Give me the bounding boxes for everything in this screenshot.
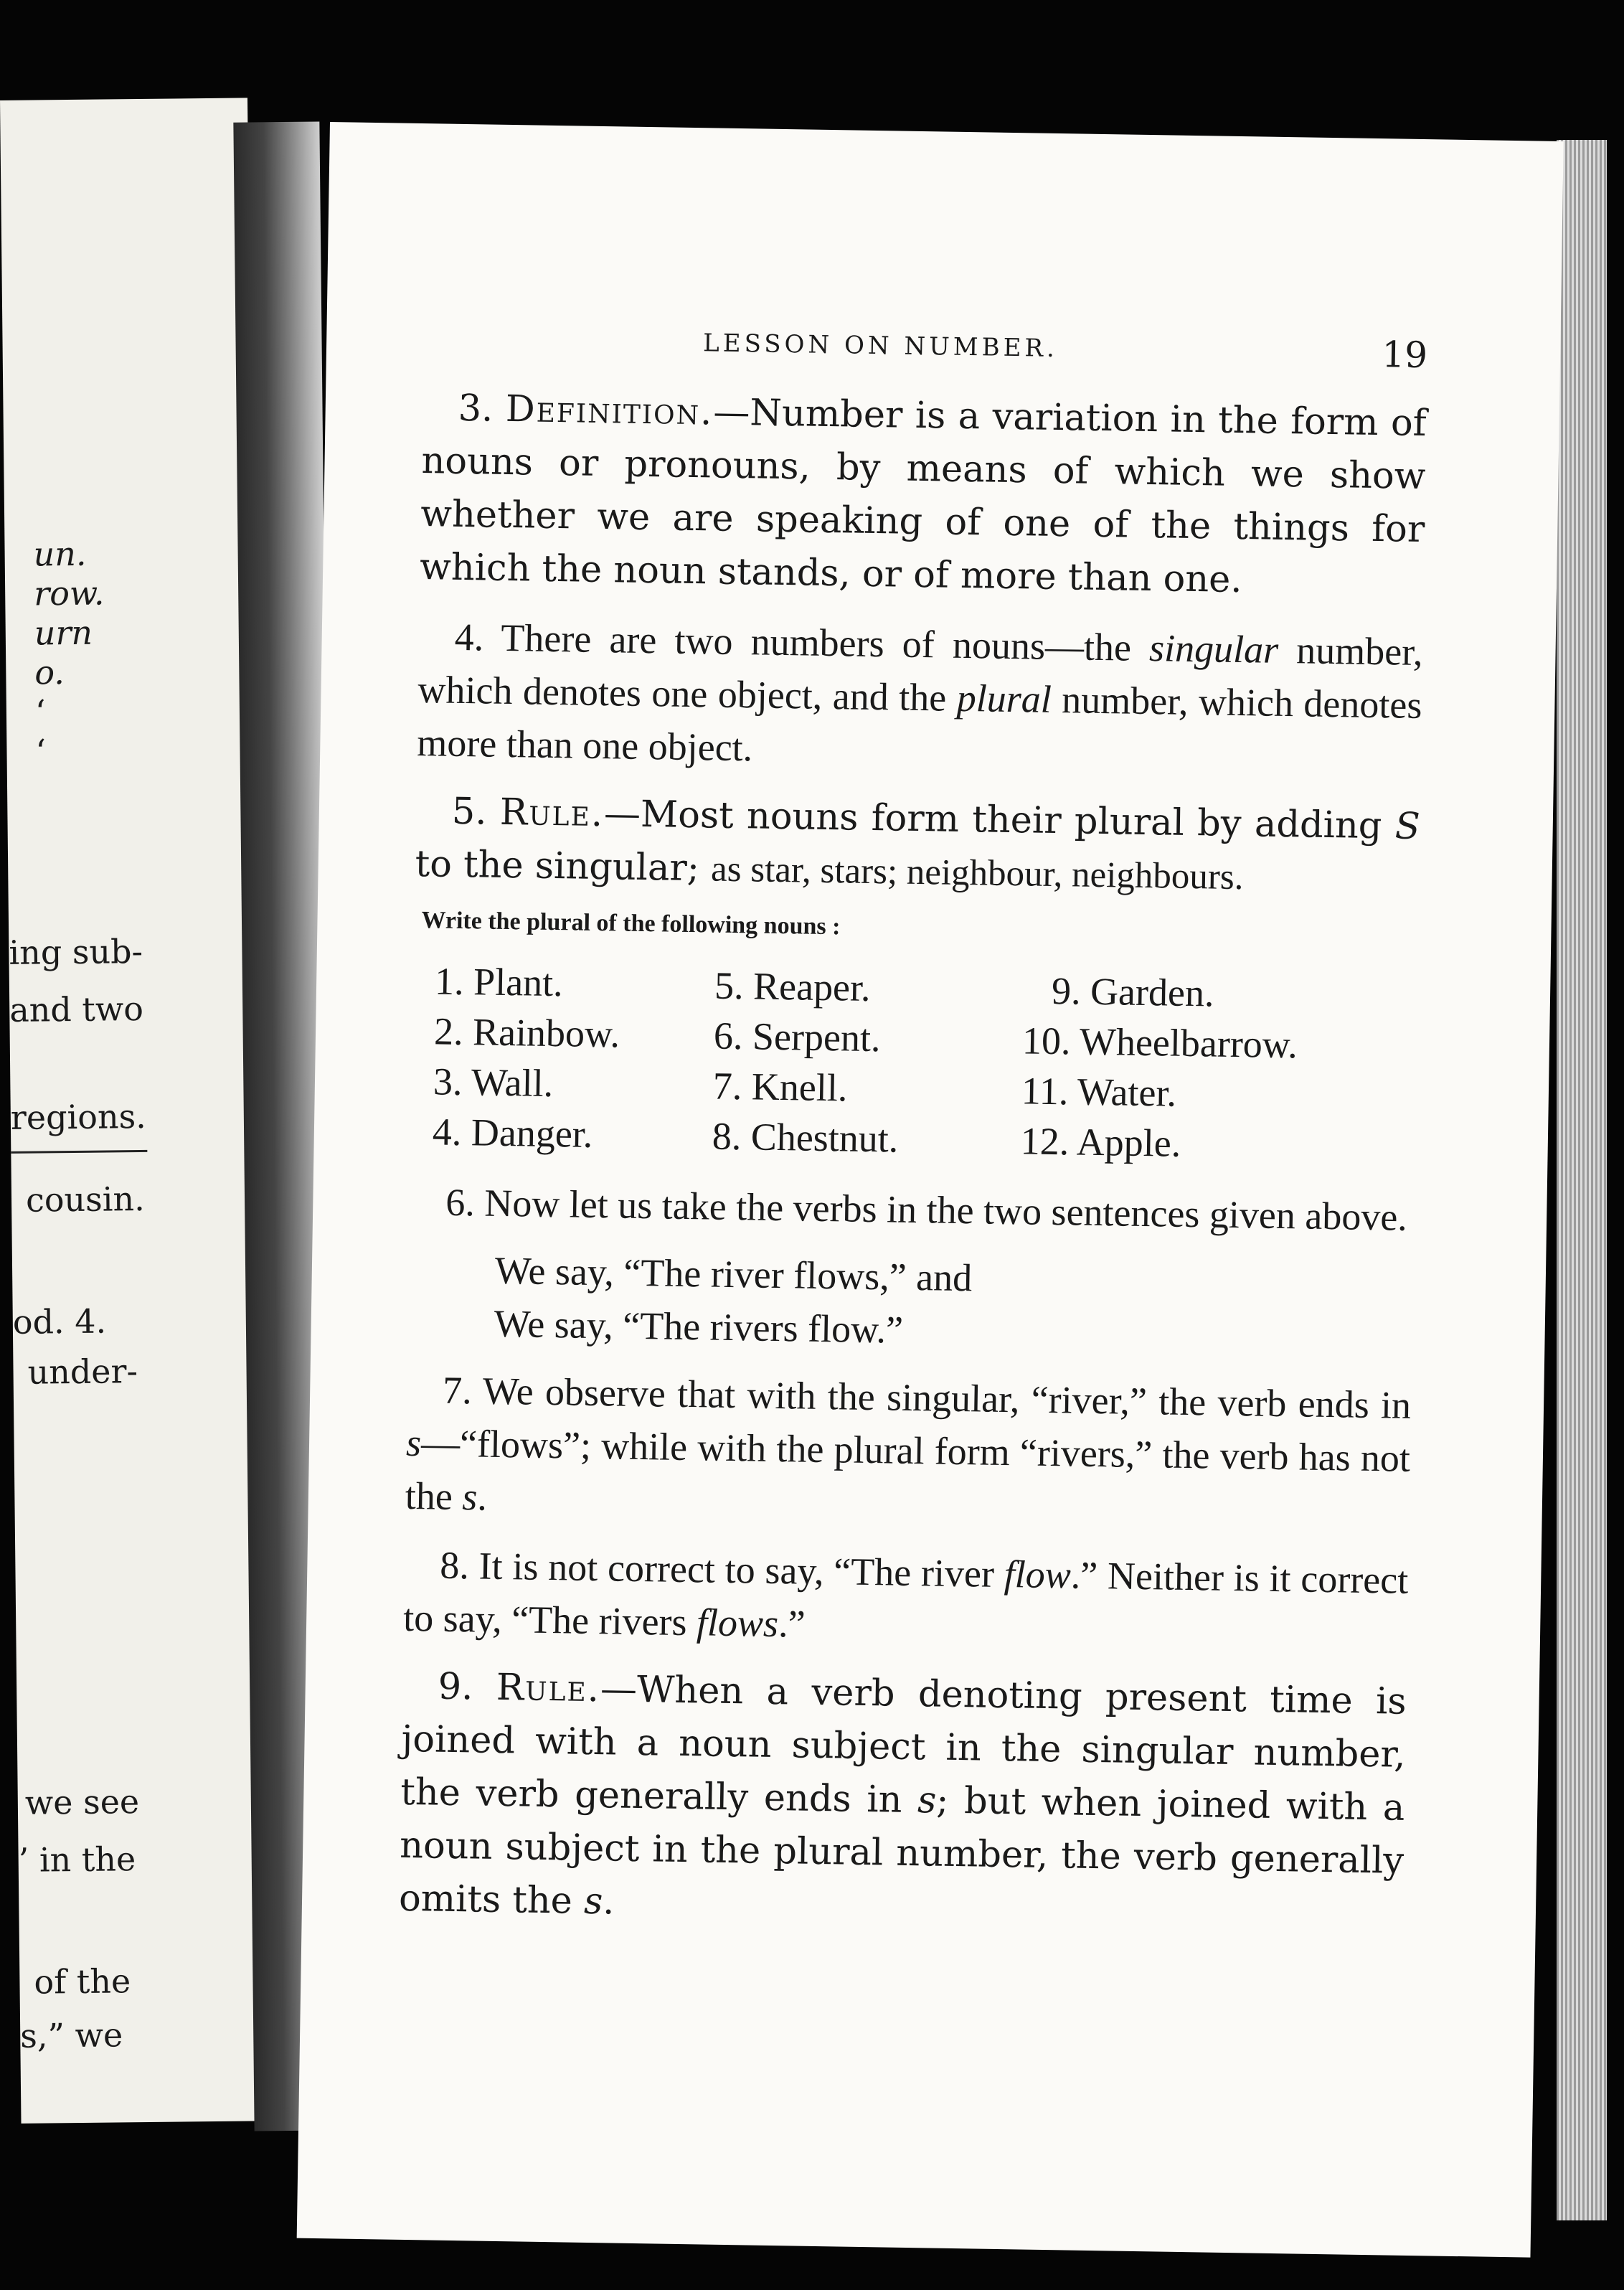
- p7-text: 7. We observe that with the singular, “river,” the verb ends in: [442, 1368, 1412, 1427]
- exercise-item: 7. Knell.: [712, 1064, 848, 1110]
- word-flow: flow: [1004, 1552, 1072, 1597]
- paragraph-number: 9.: [438, 1665, 473, 1709]
- rule-label: Rule.: [499, 791, 605, 836]
- term-plural: plural: [956, 676, 1052, 721]
- left-page-rule: [11, 1150, 147, 1154]
- p7-text: —“flows”; while with the plural form “rivers,” the verb has not the: [405, 1421, 1411, 1519]
- page-number: 19: [1382, 334, 1428, 377]
- left-page-fragment: od. 4.: [12, 1301, 107, 1342]
- p7-text: .: [476, 1475, 488, 1519]
- left-page-fragment: of the: [34, 1961, 131, 2002]
- p6-text: 6. Now let us take the verbs in the two sentences given above.: [445, 1180, 1408, 1239]
- p8-text: 8. It is not correct to say, “The river: [439, 1543, 1005, 1596]
- exercise-item: 5. Reaper.: [714, 963, 872, 1009]
- left-page-fragment: ‘: [34, 692, 46, 732]
- exercise-item: 2. Rainbow.: [433, 1009, 620, 1056]
- page-header: [423, 324, 1428, 383]
- left-page-fragment: ‘: [35, 732, 47, 771]
- left-page-fragment: and two: [9, 989, 144, 1029]
- p8-text: .” Neither is it correct to say, “The rivers: [402, 1553, 1409, 1644]
- exercise-item: 6. Serpent.: [713, 1014, 881, 1060]
- left-page-fragment: under-: [27, 1352, 138, 1392]
- exercise-item: 4. Danger.: [432, 1110, 593, 1156]
- rule-text: ; but when joined with a noun subject in the plural number, the verb generally omits the: [398, 1779, 1405, 1923]
- exercise-column: [712, 961, 1023, 1167]
- left-page-fragment: ing sub-: [9, 931, 143, 972]
- exercise-item: 11. Water.: [1021, 1069, 1177, 1115]
- paragraph-number: 3.: [458, 387, 494, 430]
- paragraph-9: [399, 1660, 1407, 1941]
- example-quote-2: We say, “The rivers flow.”: [494, 1301, 904, 1352]
- letter-s: s: [405, 1420, 422, 1465]
- letter-s: s: [917, 1779, 937, 1822]
- left-page-fragment: we see: [24, 1782, 140, 1822]
- definition-label: Definition.: [505, 387, 714, 434]
- running-head: LESSON ON NUMBER.: [702, 329, 1059, 363]
- left-page-fragment: un.: [33, 534, 87, 574]
- rule-text: .: [602, 1880, 615, 1923]
- definition-text: —Number is a variation in the form of nouns or pronouns, by means of which we show whether we are speaking of one of the things for which the noun stands, or of more than one.: [419, 391, 1427, 602]
- letter-s: S: [1394, 805, 1421, 848]
- paragraph-7: [405, 1363, 1411, 1538]
- p4-text: number, which denotes one object, and the: [417, 628, 1424, 720]
- page-content: [398, 324, 1427, 1957]
- paragraph-6: [410, 1175, 1415, 1244]
- left-page-fragment: s,” we: [19, 2015, 123, 2055]
- p4-text: number, which denotes more than one object.: [416, 677, 1422, 770]
- left-page-fragment: ’ in the: [18, 1839, 136, 1880]
- previous-page: [0, 98, 269, 2123]
- exercise-column: [1020, 965, 1396, 1172]
- paragraph-4: [417, 610, 1423, 785]
- exercise-item: 3. Wall.: [433, 1060, 554, 1106]
- rule-text: —Most nouns form their plural by adding: [603, 793, 1396, 848]
- exercise-item: 8. Chestnut.: [712, 1114, 899, 1161]
- rule-text: to the singular;: [415, 842, 712, 890]
- book-page: [297, 122, 1564, 2258]
- left-page-fragment: o.: [34, 653, 65, 692]
- term-singular: singular: [1148, 626, 1279, 672]
- rule-text: —When a verb denoting present time is joined with a noun subject in the singular number, the verb generally ends in: [400, 1668, 1407, 1822]
- exercise-item: 12. Apple.: [1020, 1119, 1181, 1165]
- exercise-item: 1. Plant.: [434, 959, 564, 1005]
- left-page-fragment: regions.: [10, 1096, 147, 1137]
- example-quote-1: We say, “The river flows,” and: [494, 1248, 973, 1300]
- exercise-item: 9. Garden.: [1051, 969, 1214, 1015]
- p4-text: 4. There are two numbers of nouns—the: [454, 615, 1150, 670]
- rule-example: as star, stars; neighbour, neighbours.: [710, 849, 1244, 898]
- paragraph-3: [420, 382, 1427, 610]
- word-flows: flows: [696, 1601, 779, 1646]
- exercise-item: 10. Wheelbarrow.: [1021, 1019, 1298, 1067]
- p8-text: .”: [778, 1602, 806, 1646]
- paragraph-8: [403, 1538, 1409, 1660]
- left-page-fragment: cousin.: [25, 1179, 145, 1220]
- exercise-list: [432, 956, 1417, 1172]
- paragraph-5: [415, 785, 1420, 907]
- left-page-fragment: urn: [34, 613, 93, 653]
- exercise-column: [432, 956, 714, 1161]
- page-edges: [1557, 140, 1607, 2220]
- paragraph-number: 5.: [451, 790, 488, 834]
- letter-s: s: [583, 1880, 603, 1923]
- exercise-instruction: Write the plural of the following nouns :: [421, 907, 841, 941]
- rule-label: Rule.: [496, 1666, 601, 1711]
- letter-s: s: [461, 1475, 478, 1519]
- left-page-fragment: row.: [33, 573, 105, 613]
